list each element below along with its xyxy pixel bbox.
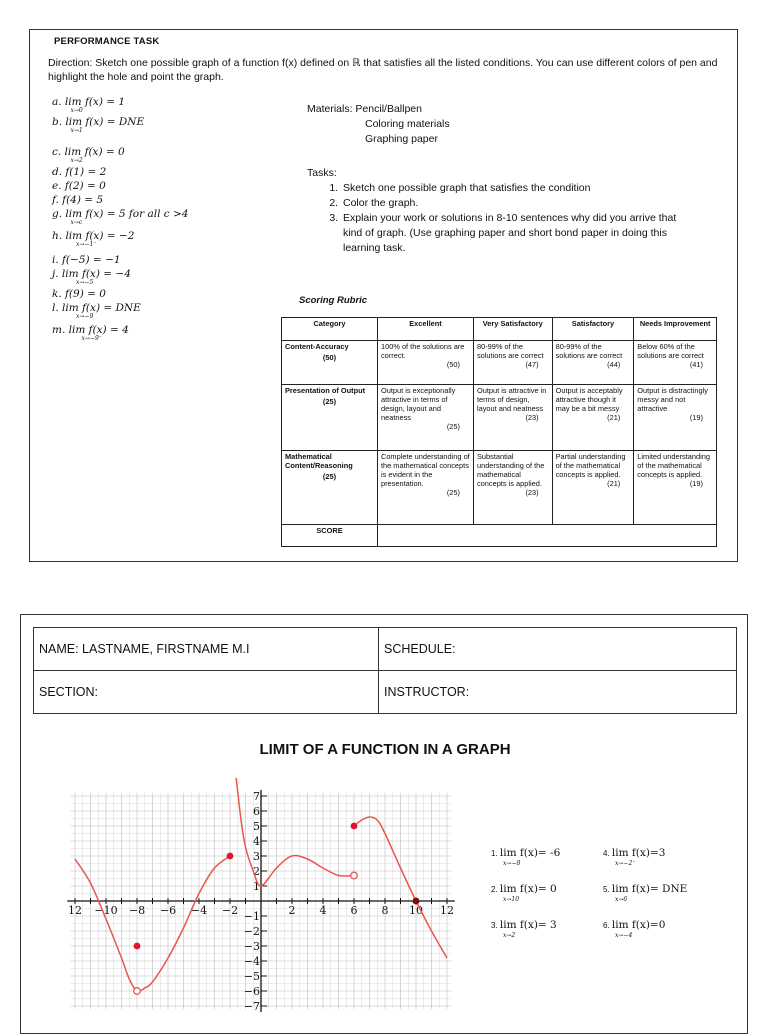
rubric-category <box>282 385 378 451</box>
closed-point <box>351 823 358 830</box>
answer-number: 6. <box>603 921 612 930</box>
cell-text: Below 60% of the solutions are correct <box>637 342 704 360</box>
rubric-header: Satisfactory <box>552 318 634 341</box>
instructor-field[interactable]: INSTRUCTOR: <box>379 671 737 714</box>
answer-number: 3. <box>491 921 500 930</box>
rubric-cell <box>377 451 473 525</box>
cell-text: Substantial understanding of the mathematical concepts is applied. <box>476 452 545 488</box>
rubric-cell <box>473 341 552 385</box>
cell-text: Partial understanding of the mathematical concepts is applied. <box>555 452 626 479</box>
x-tick-label: 12 <box>440 904 454 917</box>
rubric-table <box>281 317 717 547</box>
open-point <box>351 872 358 879</box>
answer-expression: lim f(x)= 0 <box>499 883 557 895</box>
answer-number: 4. <box>603 849 612 858</box>
materials-label: Materials: Pencil/Ballpen <box>307 103 422 115</box>
cell-text: 100% of the solutions are correct. <box>380 342 465 360</box>
rubric-header: Excellent <box>377 318 473 341</box>
y-tick-label: −2 <box>243 925 260 938</box>
intercept-point <box>413 898 420 905</box>
task-item: 2. Color the graph. <box>341 196 687 211</box>
task-title: PERFORMANCE TASK <box>54 36 160 47</box>
answer-expression: lim f(x)=3 <box>611 847 666 859</box>
condition-subscript: x→c <box>70 219 83 226</box>
condition-subscript: x→−9 <box>76 313 94 320</box>
answer-subscript: x→6 <box>615 896 628 903</box>
answer-subscript: x→2 <box>503 932 516 939</box>
rubric-cell <box>634 341 717 385</box>
cell-text: Output is distractingly messy and not attractive <box>637 386 708 413</box>
rubric-cell <box>377 385 473 451</box>
score-cell[interactable] <box>377 525 716 547</box>
cell-score: (23) <box>525 488 539 497</box>
answer-item <box>603 883 688 903</box>
score-label: SCORE <box>282 525 378 547</box>
task-item: 3. Explain your work or solutions in 8-10 sentences why did you arrive that kind of graph. (Use graphing paper and short bond paper in doing this learning task. <box>341 211 687 256</box>
cell-text: Output is exceptionally attractive in terms of design, layout and neatness <box>380 386 456 422</box>
name-field[interactable]: NAME: LASTNAME, FIRSTNAME M.I <box>34 628 379 671</box>
y-tick-label: −7 <box>243 1000 260 1013</box>
cell-score: (25) <box>446 422 460 431</box>
answer-subscript: x→−2⁻ <box>615 860 636 867</box>
section-field[interactable]: SECTION: <box>34 671 379 714</box>
y-tick-label: −4 <box>243 955 260 968</box>
condition-item: b. lim f(x) = DNE <box>52 116 145 128</box>
cell-score: (47) <box>525 360 539 369</box>
x-tick-label: 2 <box>288 904 296 917</box>
y-tick-label: 6 <box>253 805 260 818</box>
rubric-header: Category <box>282 318 378 341</box>
x-tick-label: −4 <box>190 904 208 917</box>
cell-score: (25) <box>446 488 460 497</box>
answer-item <box>491 847 561 867</box>
x-tick-label: 10 <box>409 904 423 917</box>
cell-score: (21) <box>607 479 621 488</box>
condition-item: g. lim f(x) = 5 for all c >4 <box>52 208 189 220</box>
cell-score: (19) <box>689 413 703 422</box>
condition-item: e. f(2) = 0 <box>52 180 106 192</box>
answer-item <box>603 847 666 867</box>
rubric-header: Very Satisfactory <box>473 318 552 341</box>
task-item: 1. Sketch one possible graph that satisfies the condition <box>341 181 687 196</box>
answer-item <box>603 919 666 939</box>
rubric-cell <box>552 451 634 525</box>
cell-score: (21) <box>607 413 621 422</box>
tasks-label: Tasks: <box>307 167 337 179</box>
category-points: (25) <box>322 397 337 406</box>
closed-point <box>134 943 141 950</box>
condition-item: d. f(1) = 2 <box>52 166 107 178</box>
answer-expression: lim f(x)= -6 <box>499 847 561 859</box>
category-label: Content-Accuracy <box>285 342 349 351</box>
category-points: (25) <box>322 472 337 481</box>
closed-point <box>227 853 234 860</box>
x-tick-label: 6 <box>350 904 358 917</box>
rubric-cell <box>634 385 717 451</box>
cell-score: (44) <box>607 360 621 369</box>
function-graph <box>68 775 454 1015</box>
answer-item <box>491 919 557 939</box>
rubric-row <box>282 451 717 525</box>
condition-subscript: x→−1⁻ <box>76 241 97 248</box>
category-label: Presentation of Output <box>285 386 366 395</box>
y-tick-label: 5 <box>253 820 260 833</box>
condition-subscript: x→−9⁻ <box>81 335 102 342</box>
schedule-field[interactable]: SCHEDULE: <box>379 628 737 671</box>
rubric-title: Scoring Rubric <box>299 295 368 306</box>
rubric-cell <box>473 451 552 525</box>
rubric-header: Needs Improvement <box>634 318 717 341</box>
answer-sheet <box>20 614 748 1034</box>
category-label: Mathematical Content/Reasoning <box>285 452 353 470</box>
condition-item: h. lim f(x) = −2 <box>52 230 135 242</box>
rubric-row <box>282 341 717 385</box>
materials-block <box>307 102 450 147</box>
condition-item: l. lim f(x) = DNE <box>52 302 141 314</box>
cell-score: (23) <box>525 413 539 422</box>
condition-subscript: x→2 <box>70 157 83 164</box>
graph-heading: LIMIT OF A FUNCTION IN A GRAPH <box>259 741 511 758</box>
rubric-cell <box>634 451 717 525</box>
open-point <box>134 988 141 995</box>
cell-text: Output is attractive in terms of design, layout and neatness <box>476 386 547 413</box>
condition-item: c. lim f(x) = 0 <box>52 146 125 158</box>
rubric-cell <box>552 385 634 451</box>
y-tick-label: −1 <box>243 910 260 923</box>
cell-text: 80-99% of the solutions are correct <box>476 342 544 360</box>
y-tick-label: −3 <box>243 940 260 953</box>
y-tick-label: 1 <box>253 880 260 893</box>
cell-score: (19) <box>689 479 703 488</box>
answer-number: 1. <box>491 849 500 858</box>
answer-expression: lim f(x)= 3 <box>499 919 557 931</box>
condition-item: k. f(9) = 0 <box>52 288 106 300</box>
cell-text: Complete understanding of the mathematical concepts is evident in the presentation. <box>380 452 470 488</box>
rubric-category <box>282 451 378 525</box>
rubric-category <box>282 341 378 385</box>
answer-number: 2. <box>491 885 500 894</box>
condition-item: a. lim f(x) = 1 <box>52 96 126 108</box>
condition-item: f. f(4) = 5 <box>52 194 104 206</box>
y-tick-label: 7 <box>253 790 260 803</box>
rubric-row <box>282 385 717 451</box>
task-direction: Direction: Sketch one possible graph of a function f(x) defined on ℝ that satisfies all the listed conditions. You can use different colors of pen and highlight the hole and point the graph. <box>48 57 718 83</box>
x-tick-label: −10 <box>94 904 118 917</box>
rubric-header-row <box>282 318 717 341</box>
condition-item: i. f(−5) = −1 <box>52 254 121 266</box>
cell-text: Output is acceptably attractive though it may be a bit messy <box>555 386 623 413</box>
rubric-cell <box>377 341 473 385</box>
y-tick-label: 4 <box>253 835 260 848</box>
x-tick-label: −6 <box>159 904 177 917</box>
tasks-block <box>307 166 687 256</box>
cell-text: Limited understanding of the mathematical concepts is applied. <box>637 452 711 479</box>
rubric-cell <box>473 385 552 451</box>
x-tick-label: 4 <box>319 904 327 917</box>
cell-score: (41) <box>689 360 703 369</box>
cell-text: 80-99% of the solutions are correct <box>555 342 623 360</box>
x-tick-label: −2 <box>221 904 239 917</box>
answer-subscript: x→−4 <box>615 932 633 939</box>
rubric-cell <box>552 341 634 385</box>
cell-score: (50) <box>446 360 460 369</box>
y-tick-label: 3 <box>253 850 260 863</box>
category-points: (50) <box>322 353 337 362</box>
materials-item: Coloring materials <box>365 118 450 130</box>
answer-item <box>491 883 557 903</box>
x-tick-label: 12 <box>68 904 82 917</box>
condition-item: j. lim f(x) = −4 <box>52 268 131 280</box>
answer-expression: lim f(x)= DNE <box>611 883 688 895</box>
student-info-table <box>33 627 737 714</box>
answer-expression: lim f(x)=0 <box>611 919 666 931</box>
answer-number: 5. <box>603 885 612 894</box>
materials-item: Graphing paper <box>365 133 438 145</box>
condition-item: m. lim f(x) = 4 <box>52 324 129 336</box>
answer-subscript: x→−8 <box>503 860 521 867</box>
condition-subscript: x→1 <box>70 127 83 134</box>
answer-subscript: x→10 <box>503 896 520 903</box>
x-tick-label: −8 <box>128 904 146 917</box>
y-tick-label: −6 <box>243 985 260 998</box>
y-tick-label: −5 <box>243 970 260 983</box>
performance-task-sheet <box>29 29 738 562</box>
condition-subscript: x→−5 <box>76 279 94 286</box>
rubric-score-row <box>282 525 717 547</box>
condition-subscript: x→0 <box>70 107 83 114</box>
x-tick-label: 8 <box>381 904 389 917</box>
y-tick-label: 2 <box>253 865 260 878</box>
